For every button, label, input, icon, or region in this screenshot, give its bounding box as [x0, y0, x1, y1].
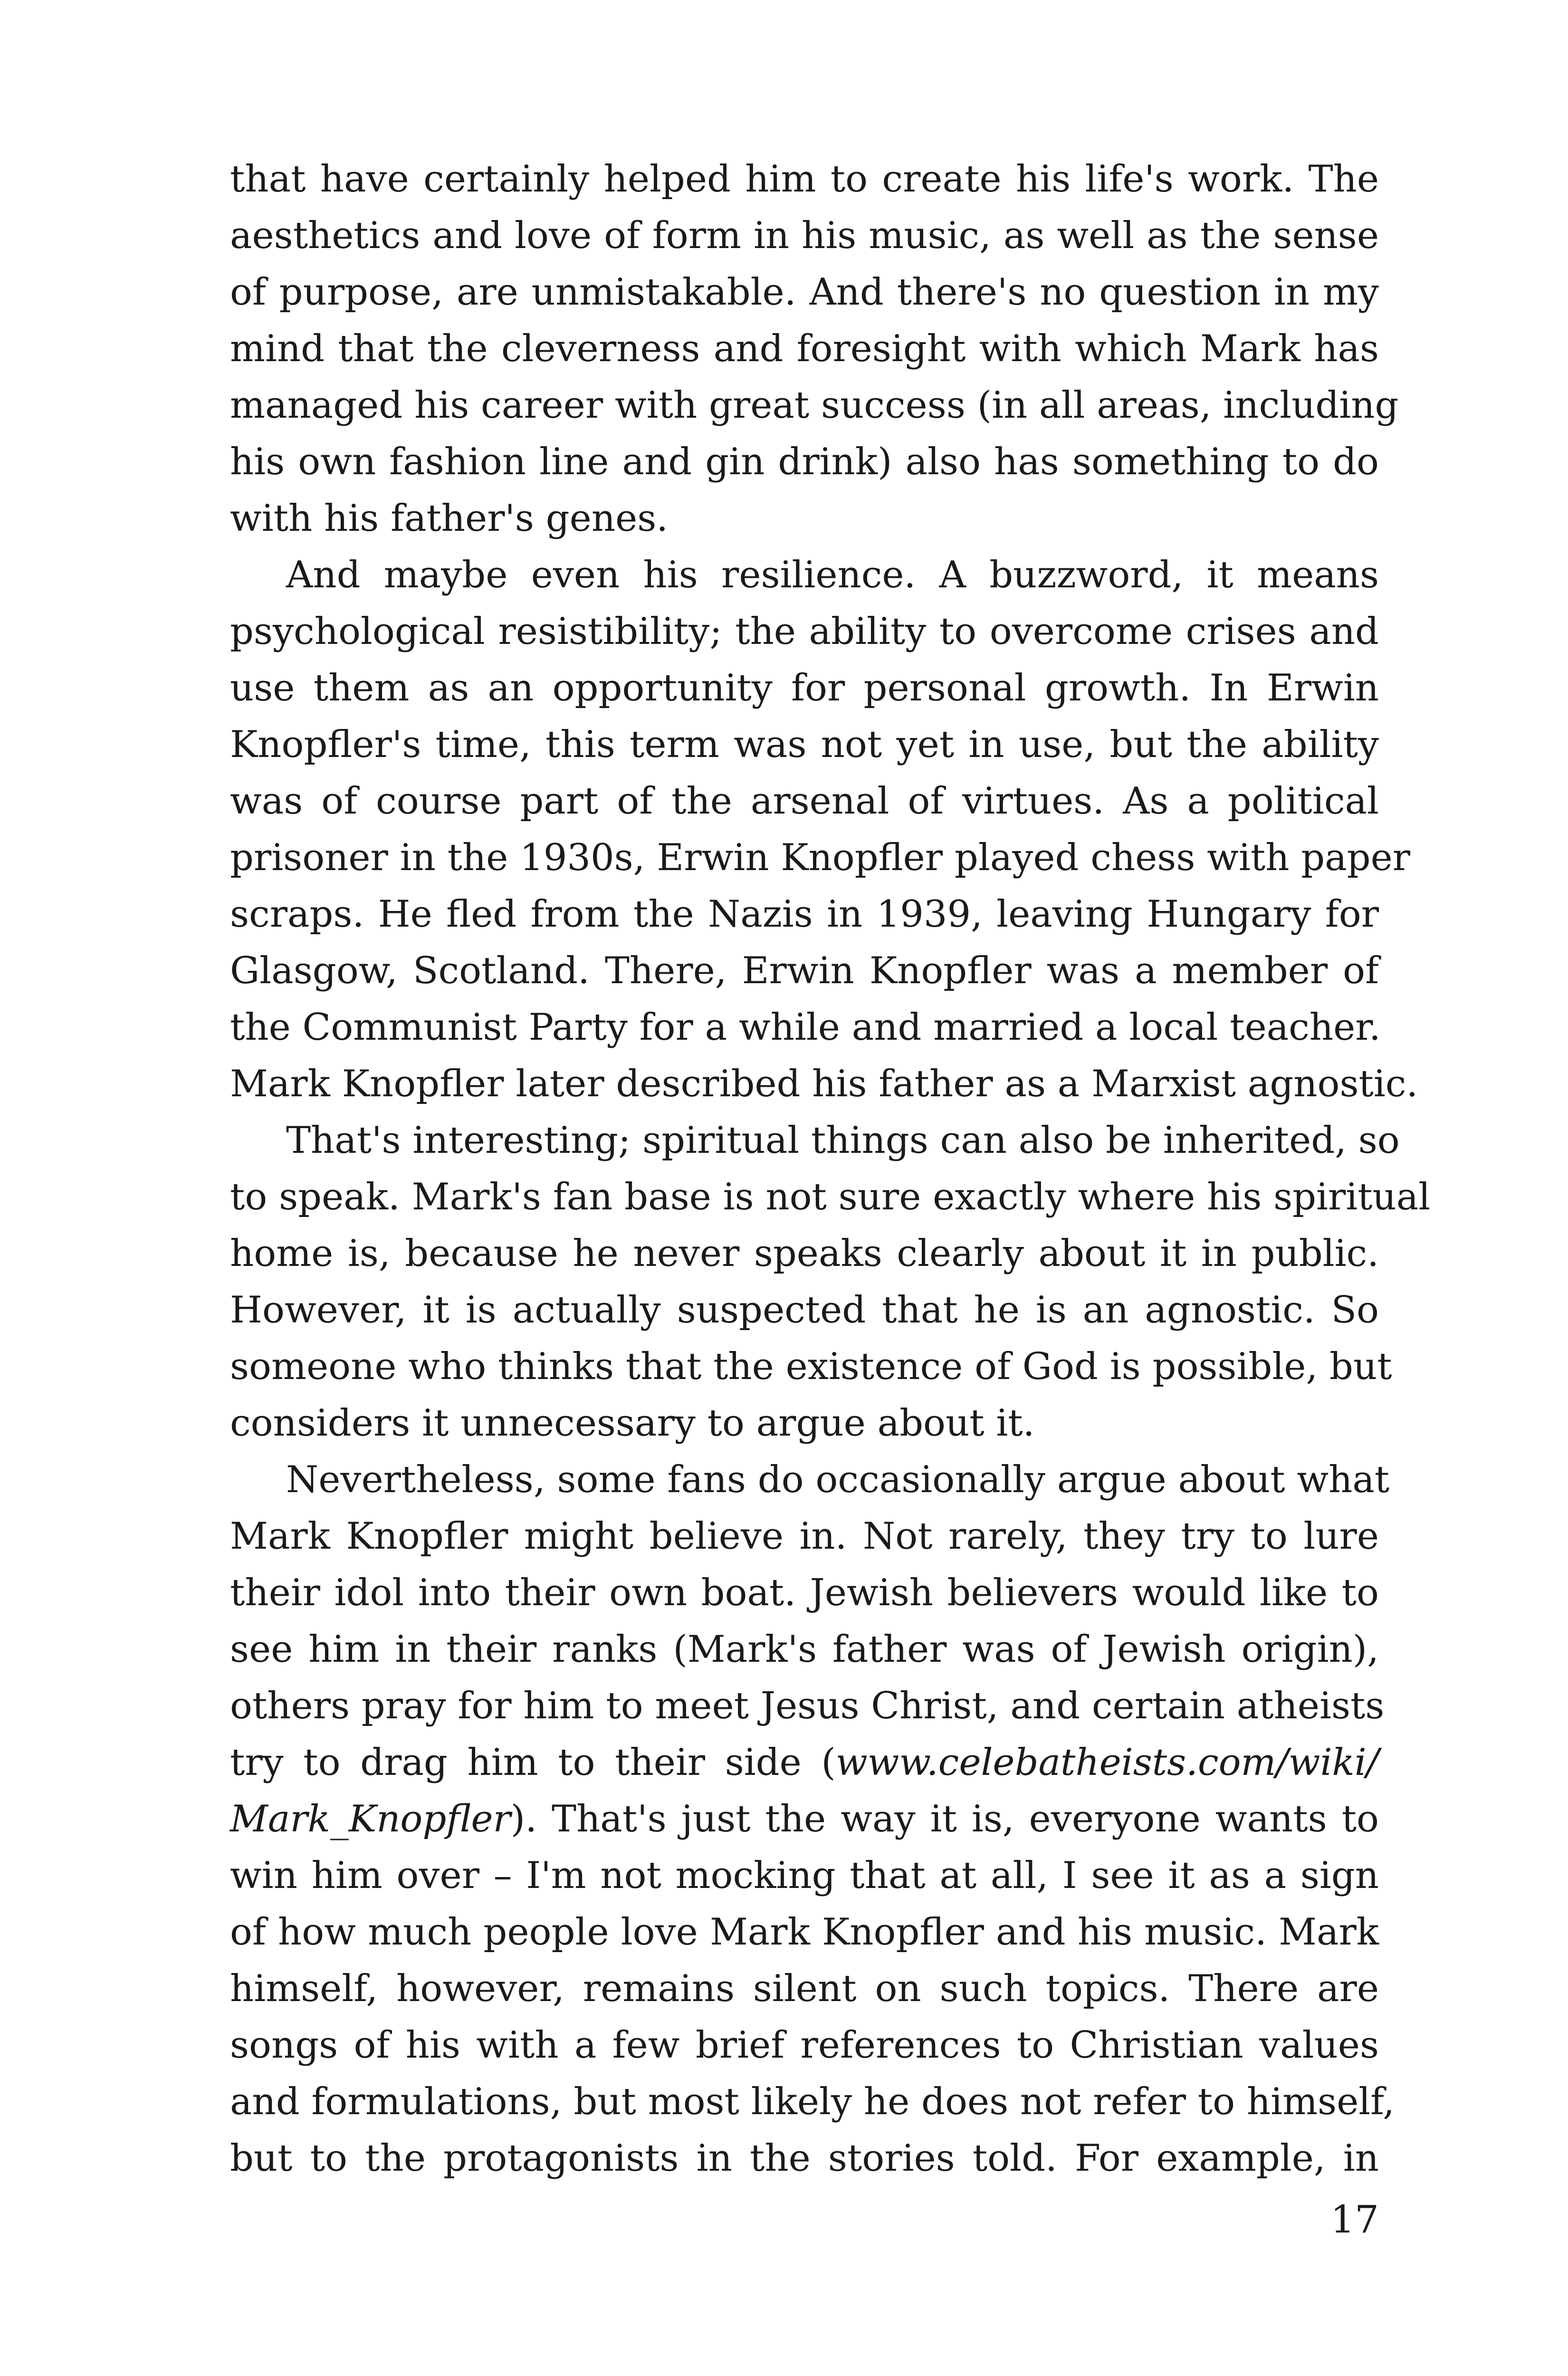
- text-line: use them as an opportunity for personal growth. In Erwin: [230, 667, 1379, 709]
- text-line: the Communist Party for a while and married a local teacher.: [230, 1006, 1381, 1049]
- text-line: mind that the cleverness and foresight with which Mark has: [230, 327, 1379, 370]
- text-line: considers it unnecessary to argue about it.: [230, 1402, 1035, 1445]
- text-line: was of course part of the arsenal of virtues. As a political: [230, 780, 1379, 823]
- text-line: that have certainly helped him to create his life's work. The: [230, 158, 1379, 201]
- text-line: others pray for him to meet Jesus Christ, and certain atheists: [230, 1685, 1385, 1727]
- paragraph-4: [230, 1452, 1395, 2187]
- page-number: 17: [1330, 2197, 1379, 2242]
- text-line: himself, however, remains silent on such topics. There are: [230, 1967, 1379, 2010]
- text-line: with his father's genes.: [230, 497, 669, 540]
- text-line: someone who thinks that the existence of God is possible, but: [230, 1345, 1392, 1388]
- url-link[interactable]: www.celebatheists.com/wiki/: [835, 1741, 1379, 1784]
- text-line: of how much people love Mark Knopfler and his music. Mark: [230, 1911, 1379, 1954]
- text-line: Glasgow, Scotland. There, Erwin Knopfler was a member of: [230, 949, 1379, 992]
- text-line: of purpose, are unmistakable. And there's no question in my: [230, 271, 1379, 314]
- text-line: managed his career with great success (in all areas, including: [230, 384, 1399, 427]
- text-line: aesthetics and love of form in his music, as well as the sense: [230, 214, 1379, 257]
- text-segment: ). That's just the way it is, everyone wants to: [510, 1798, 1379, 1840]
- text-line: their idol into their own boat. Jewish believers would like to: [230, 1571, 1379, 1614]
- text-line: That's interesting; spiritual things can also be inherited, so: [286, 1119, 1400, 1162]
- text-segment: try to drag him to their side (: [230, 1741, 836, 1784]
- text-line: see him in their ranks (Mark's father was of Jewish origin),: [230, 1628, 1379, 1671]
- text-line: However, it is actually suspected that he is an agnostic. So: [230, 1289, 1379, 1332]
- url-link[interactable]: Mark_Knopfler: [230, 1798, 511, 1840]
- body-text: [230, 151, 1431, 2187]
- text-line: Knopfler's time, this term was not yet in use, but the ability: [230, 723, 1379, 766]
- paragraph-1: [230, 151, 1399, 547]
- text-line: Mark Knopfler later described his father as a Marxist agnostic.: [230, 1063, 1418, 1105]
- paragraph-2: [230, 547, 1418, 1112]
- text-line: and formulations, but most likely he does not refer to himself,: [230, 2080, 1395, 2123]
- text-line: prisoner in the 1930s, Erwin Knopfler played chess with paper: [230, 836, 1411, 879]
- paragraph-3: [230, 1112, 1431, 1452]
- text-line-with-url: [230, 1734, 1379, 1791]
- text-line: psychological resistibility; the ability to overcome crises and: [230, 610, 1379, 653]
- text-line-with-url: [230, 1791, 1379, 1848]
- text-line: to speak. Mark's fan base is not sure exactly where his spiritual: [230, 1176, 1431, 1218]
- text-line: but to the protagonists in the stories told. For example, in: [230, 2137, 1379, 2180]
- text-line: And maybe even his resilience. A buzzword, it means: [286, 554, 1379, 596]
- text-line: Mark Knopfler might believe in. Not rarely, they try to lure: [230, 1515, 1379, 1558]
- text-line: songs of his with a few brief references to Christian values: [230, 2024, 1379, 2067]
- text-line: home is, because he never speaks clearly about it in public.: [230, 1232, 1379, 1275]
- text-line: win him over – I'm not mocking that at all, I see it as a sign: [230, 1854, 1379, 1897]
- text-line: scraps. He fled from the Nazis in 1939, leaving Hungary for: [230, 893, 1379, 936]
- text-line: Nevertheless, some fans do occasionally argue about what: [286, 1458, 1390, 1501]
- text-line: his own fashion line and gin drink) also has something to do: [230, 441, 1379, 483]
